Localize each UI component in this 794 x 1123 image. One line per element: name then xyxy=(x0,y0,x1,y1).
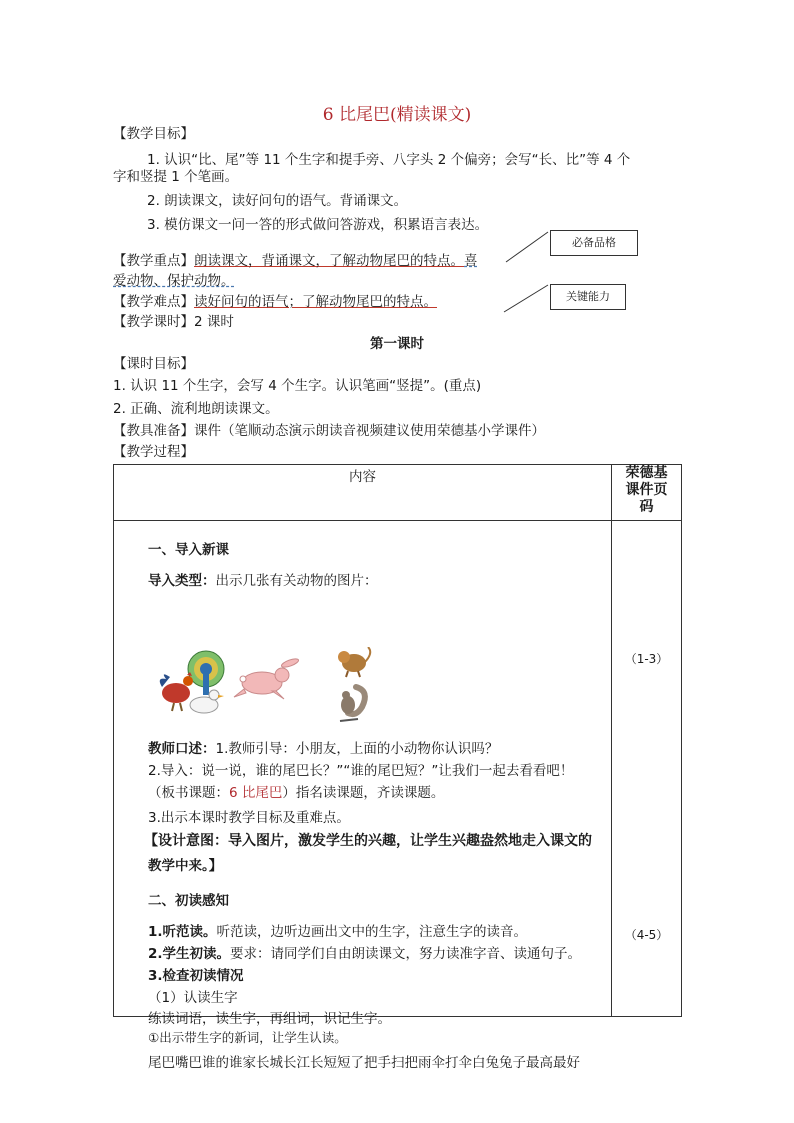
show-words-line: ①出示带生字的新词，让学生认读。 xyxy=(148,1030,347,1045)
lesson-goal-1: 1. 认识 11 个生字，会写 4 个生字。认识笔画“竖提”。(重点) xyxy=(113,378,482,394)
pages-ref-2: （4-5） xyxy=(624,928,669,942)
listen-label: 1.听范读。 xyxy=(148,924,217,940)
rooster-icon xyxy=(160,672,193,711)
callout-connectors xyxy=(0,0,794,340)
callout-ability: 关键能力 xyxy=(550,284,626,310)
lesson-goal-2: 2. 正确、流利地朗读课文。 xyxy=(113,401,279,417)
listen-line xyxy=(148,920,527,940)
student-read-label: 2.学生初读。 xyxy=(148,946,231,962)
board-title: 6 比尾巴 xyxy=(229,785,283,801)
words-line: 尾巴嘴巴谁的谁家长城长江长短短了把手扫把雨伞打伞白兔兔子最高最好 xyxy=(148,1055,580,1071)
squirrel-icon xyxy=(340,687,365,721)
teacher-speech-text: 1.教师引导：小朋友，上面的小动物你认识吗？ xyxy=(215,741,499,757)
intro-type-text: 出示几张有关动物的图片： xyxy=(215,573,378,589)
teacher-speech-label: 教师口述： xyxy=(148,741,216,757)
check-reading-title: 3.检查初读情况 xyxy=(148,968,244,984)
key-points-text: 朗读课文，背诵课文，了解动物尾巴的特点。 xyxy=(194,253,464,269)
peacock-icon xyxy=(188,651,224,695)
lesson1-heading: 第一课时 xyxy=(370,336,424,352)
difficulties-text: 读好问句的语气；了解动物尾巴的特点。 xyxy=(194,294,437,310)
key-points-text-c: 爱动物、保护动物。 xyxy=(113,273,235,289)
board-suffix: ）指名读课题，齐读课题。 xyxy=(282,785,445,801)
student-read-line xyxy=(148,942,581,962)
rabbit-icon xyxy=(234,657,299,699)
rabbit-illustration xyxy=(232,655,302,705)
design-intent-b: 教学中来。】 xyxy=(148,858,223,874)
tools-line: 【教具准备】课件（笔顺动态演示朗读音视频建议使用荣德基小学课件） xyxy=(113,423,545,439)
monkey-icon xyxy=(338,647,370,677)
practice-line: 练读词语，读生字，再组词，识记生字。 xyxy=(148,1011,391,1027)
connector-quality xyxy=(506,232,548,262)
col-content-header: 内容 xyxy=(114,465,612,521)
col-pages-header-2: 课件页 xyxy=(625,482,668,498)
section-intro-title: 一、导入新课 xyxy=(148,542,229,558)
objective-2: 2. 朗读课文，读好问句的语气。背诵课文。 xyxy=(147,193,408,209)
lesson-goal-heading: 【课时目标】 xyxy=(113,356,194,372)
design-intent-a: 【设计意图：导入图片，激发学生的兴趣，让学生兴趣盎然地走入课文的 xyxy=(144,833,592,849)
listen-text: 听范读，边听边画出文中的生字，注意生字的读音。 xyxy=(216,924,528,940)
intro-type-label: 导入类型： xyxy=(148,573,216,589)
board-line xyxy=(148,781,444,801)
board-prefix: （板书课题： xyxy=(148,785,229,801)
difficulties-label: 【教学难点】 xyxy=(113,294,194,310)
objective-1a: 1. 认识“比、尾”等 11 个生字和提手旁、八字头 2 个偏旁；会写“长、比”等 4 个 xyxy=(147,152,631,168)
content-cell xyxy=(114,521,612,1071)
objective-3: 3. 模仿课文一问一答的形式做问答游戏，积累语言表达。 xyxy=(147,217,489,233)
key-points-label: 【教学重点】 xyxy=(113,253,194,269)
pages-cell xyxy=(612,521,682,1017)
key-points-text-b: 喜 xyxy=(464,253,478,269)
monkey-squirrel-illustration xyxy=(334,647,374,725)
process-heading: 【教学过程】 xyxy=(113,444,194,460)
teacher-speech xyxy=(148,737,498,757)
student-read-text: 要求：请同学们自由朗读课文，努力读准字音、读通句子。 xyxy=(230,946,582,962)
lesson-table xyxy=(113,464,682,1071)
teaching-hours: 【教学课时】2 课时 xyxy=(113,314,234,330)
objective-1b: 字和竖提 1 个笔画。 xyxy=(113,169,239,185)
document-title: 6 比尾巴(精读课文) xyxy=(322,105,472,125)
show-goals-line: 3.出示本课时教学目标及重难点。 xyxy=(148,810,350,826)
objectives-heading: 【教学目标】 xyxy=(113,126,194,142)
intro-type xyxy=(148,569,378,589)
guide-line: 2.导入：说一说，谁的尾巴长？”“谁的尾巴短？”让我们一起去看看吧！ xyxy=(148,763,574,779)
col-pages-header-3: 码 xyxy=(639,499,654,515)
callout-quality: 必备品格 xyxy=(550,230,638,256)
section-reading-title: 二、初读感知 xyxy=(148,893,229,909)
pages-ref-1: （1-3） xyxy=(624,652,669,666)
col-pages-header-1: 荣德基 xyxy=(625,465,668,481)
col-pages-header xyxy=(612,465,682,521)
recognize-line: （1）认读生字 xyxy=(148,990,238,1006)
rooster-duck-peacock-illustration xyxy=(154,649,234,719)
connector-ability xyxy=(504,285,548,312)
